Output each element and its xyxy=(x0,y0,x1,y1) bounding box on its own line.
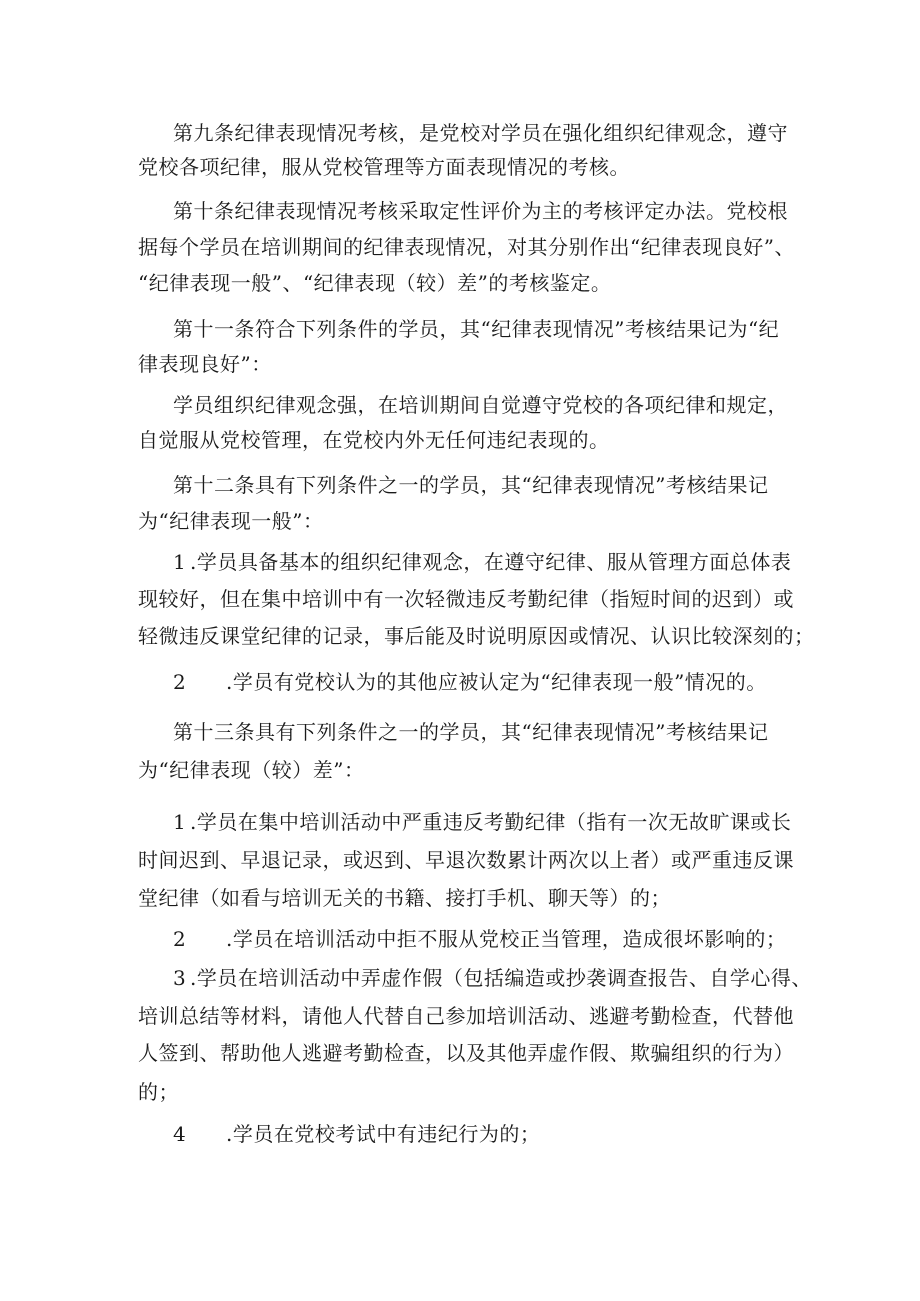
list-number: 1 xyxy=(173,550,187,574)
article-11-line-1: 第十一条符合下列条件的学员，其“纪律表现情况”考核结果记为“纪 xyxy=(173,317,780,341)
article-10-line-3: “纪律表现一般”、“纪律表现（较）差”的考核鉴定。 xyxy=(138,271,612,295)
list-number: 2 xyxy=(173,927,187,951)
article-12-item-1-line-2: 现较好，但在集中培训中有一次轻微违反考勤纪律（指短时间的迟到）或 xyxy=(138,587,794,611)
article-12-item-1-line-1: .学员具备基本的组织纪律观念，在遵守纪律、服从管理方面总体表 xyxy=(190,550,792,574)
article-12-line-1: 第十二条具有下列条件之一的学员，其“纪律表现情况”考核结果记 xyxy=(173,473,769,497)
list-number: 4 xyxy=(173,1122,187,1146)
article-9-line-1: 第九条纪律表现情况考核，是党校对学员在强化组织纪律观念，遵守 xyxy=(173,121,788,145)
article-13-item-3-line-3: 人签到、帮助他人逃避考勤检查，以及其他弄虚作假、欺骗组织的行为） xyxy=(138,1041,794,1065)
list-number: 3 xyxy=(173,966,187,990)
article-13-item-1-line-3: 堂纪律（如看与培训无关的书籍、接打手机、聊天等）的； xyxy=(138,886,671,910)
list-number: 2 xyxy=(173,670,187,694)
article-9-line-2: 党校各项纪律，服从党校管理等方面表现情况的考核。 xyxy=(138,155,630,179)
article-13-item-3-line-4: 的； xyxy=(138,1080,179,1104)
article-13-item-2: .学员在培训活动中拒不服从党校正当管理，造成很坏影响的； xyxy=(226,927,787,951)
article-13-item-3-line-2: 培训总结等材料，请他人代替自己参加培训活动、逃避考勤检查，代替他 xyxy=(138,1004,794,1028)
article-13-item-1-line-1: .学员在集中培训活动中严重违反考勤纪律（指有一次无故旷课或长 xyxy=(190,810,792,834)
list-number: 1 xyxy=(173,810,187,834)
article-11-body-line-1: 学员组织纪律观念强，在培训期间自觉遵守党校的各项纪律和规定， xyxy=(173,393,788,417)
article-13-line-1: 第十三条具有下列条件之一的学员，其“纪律表现情况”考核结果记 xyxy=(173,720,769,744)
article-12-item-2: .学员有党校认为的其他应被认定为“纪律表现一般”情况的。 xyxy=(226,670,767,694)
article-11-line-2: 律表现良好”： xyxy=(138,352,272,376)
article-10-line-1: 第十条纪律表现情况考核采取定性评价为主的考核评定办法。党校根 xyxy=(173,199,788,223)
article-13-item-4: .学员在党校考试中有违纪行为的； xyxy=(226,1122,541,1146)
article-12-item-1-line-3: 轻微违反课堂纪律的记录，事后能及时说明原因或情况、认识比较深刻的； xyxy=(138,624,815,648)
article-13-item-3-line-1: .学员在培训活动中弄虚作假（包括编造或抄袭调查报告、自学心得、 xyxy=(190,966,812,990)
article-13-item-1-line-2: 时间迟到、早退记录，或迟到、早退次数累计两次以上者）或严重违反课 xyxy=(138,848,794,872)
article-12-line-2: 为“纪律表现一般”： xyxy=(138,509,324,533)
article-11-body-line-2: 自觉服从党校管理，在党校内外无任何违纪表现的。 xyxy=(138,428,610,452)
article-13-line-2: 为“纪律表现（较）差”： xyxy=(138,758,365,782)
article-10-line-2: 据每个学员在培训期间的纪律表现情况，对其分别作出“纪律表现良好”、 xyxy=(138,235,795,259)
